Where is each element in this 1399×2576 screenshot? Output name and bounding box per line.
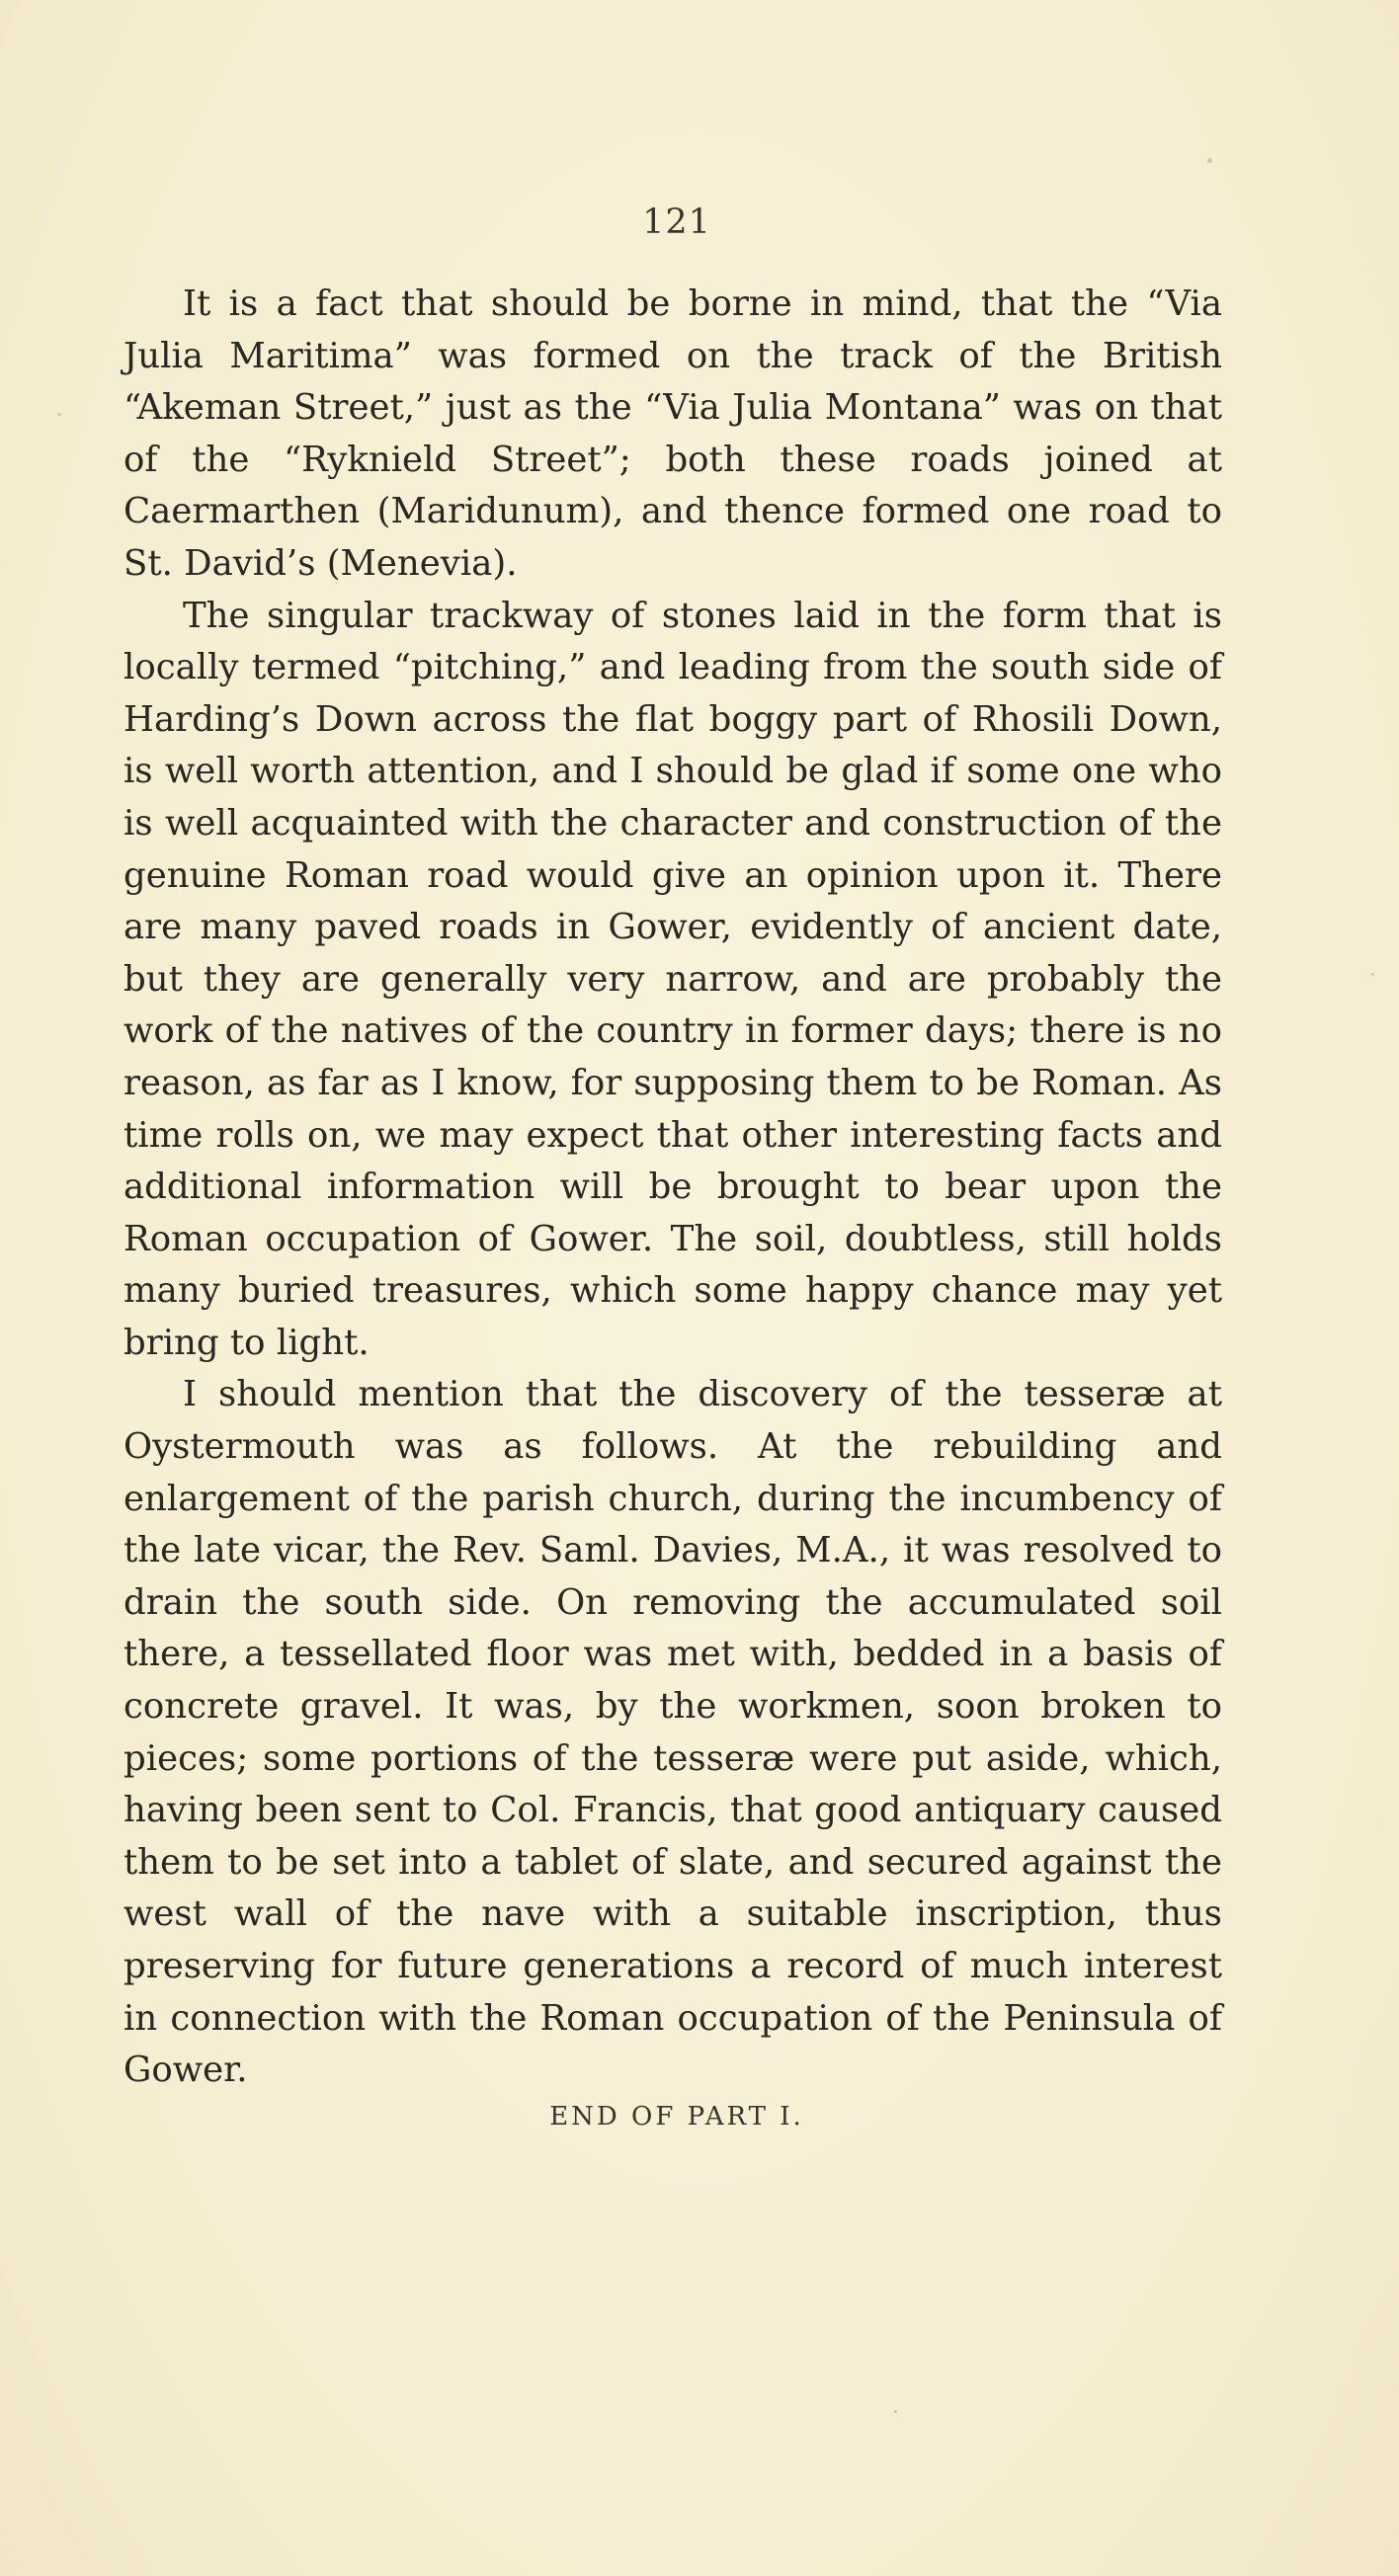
paper-speck: [1371, 973, 1374, 976]
paragraph-tesserae: I should mention that the discovery of the tesseræ at Oystermouth was as follows. At the rebuilding and enlargement of the parish church, during the incumbency of the late vicar, the Rev. Saml. Davies, M.A., it was resolved to drain the south side. On removing the accumulated soil there, a tessellated floor was met with, bedded in a basis of concrete gravel. It was, by the workmen, soon broken to pieces; some portions of the tesseræ were put aside, which, having been sent to Col. Francis, that good antiquary caused them to be set into a tablet of slate, and secured against the west wall of the nave with a suitable inscription, thus preserving for future generations a record of much interest in connection with the Roman occupation of the Peninsula of Gower.: [123, 1374, 1222, 2091]
body-text: [123, 279, 1222, 2097]
paper-speck: [1207, 158, 1212, 163]
paragraph-trackway: The singular trackway of stones laid in the form that is locally termed “pitching,” and leading from the south side of Harding’s Down across the flat boggy part of Rhosili Down, is well worth attention, and I should be glad if some one who is well acquainted with the character and construction of the genuine Roman road would give an opinion upon it. There are many paved roads in Gower, evidently of ancient date, but they are generally very narrow, and are probably the work of the natives of the country in former days; there is no reason, as far as I know, for supposing them to be Roman. As time rolls on, we may expect that other interesting facts and additional information will be brought to bear upon the Roman occupation of Gower. The soil, doubtless, still holds many buried treasures, which some happy chance may yet bring to light.: [123, 595, 1222, 1363]
paper-speck: [894, 2410, 897, 2413]
paragraph-via-julia: It is a fact that should be borne in mind, that the “Via Julia Maritima” was formed on the track of the British “Akeman Street,” just as the “Via Julia Montana” was on that of the “Ryknield Street”; both these roads joined at Caermarthen (Maridunum), and thence formed one road to St. David’s (Menevia).: [123, 283, 1222, 584]
paper-speck: [57, 413, 61, 416]
end-of-part: END OF PART I.: [549, 2102, 804, 2132]
page-number: 121: [642, 202, 711, 242]
